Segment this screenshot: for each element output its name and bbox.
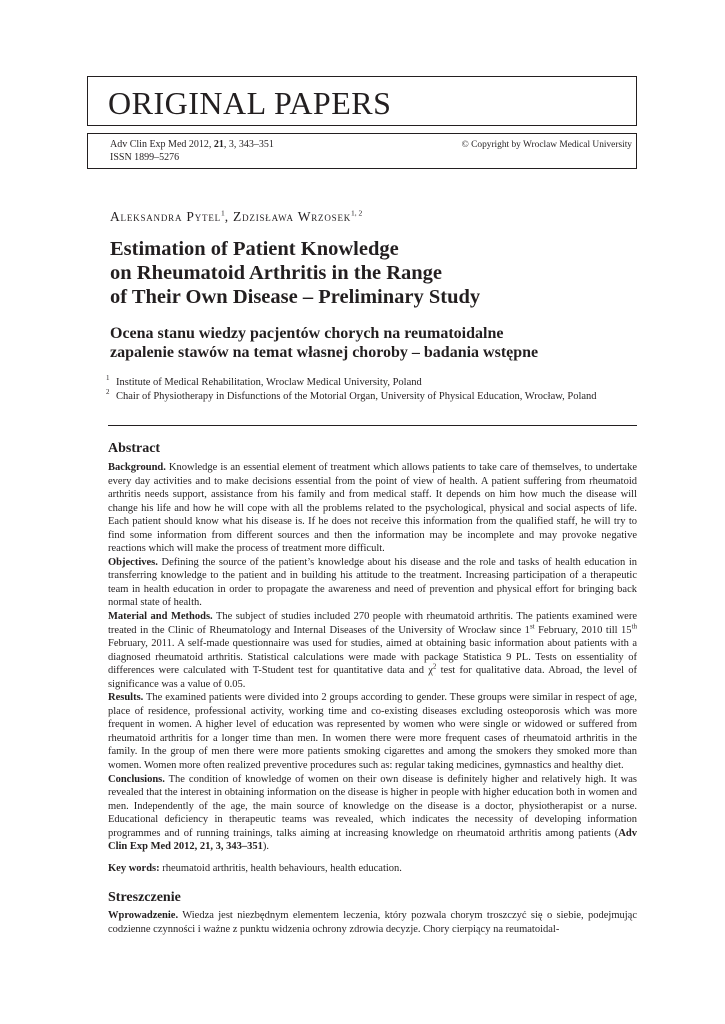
affiliation-number: 1 — [106, 374, 110, 382]
abstract-paragraph-objectives — [108, 556, 637, 610]
journal-volume: 21 — [213, 139, 224, 150]
issn: ISSN 1899–5276 — [110, 152, 180, 163]
title-line: Ocena stanu wiedzy pacjentów chorych na reumatoidalne — [110, 325, 504, 342]
superscript: st — [529, 622, 535, 631]
section-title: ORIGINAL PAPERS — [108, 85, 392, 121]
paragraph-text: test for qualitative data. Abroad, the level of significance was a value of 0.05. — [108, 665, 638, 690]
title-line: on Rheumatoid Arthritis in the Range — [110, 262, 443, 284]
author-separator: , — [224, 209, 234, 224]
keywords — [108, 862, 637, 876]
paragraph-text: The condition of knowledge of women on their own disease is definitely higher and relatively high. It was revealed that the interest in obtaining information on the disease is higher in people with higher education both in women and men. Independently of the age, the main source of knowledge on the disease is a doctor, physiotherapist or a nurse. Educational deficiency in therapeutic teams was revealed, which indicates the necessity of developing information programmes and of running trainings, talks aiming at increasing knowledge on rheumatoid arthritis among patients ( — [108, 773, 637, 839]
author-name: Aleksandra Pytel — [110, 209, 221, 224]
journal-suffix: , 3, 343–351 — [223, 139, 274, 150]
paragraph-text: February, 2011. A self-made questionnaire was used for studies, aimed at obtaining basic information about patients with a diagnosed rheumatoid arthritis. Statistical calculations were made with package Statistica 9 PL. Tests on essentiality of differences were calculated with T-Student test for quantitative data and χ — [108, 638, 637, 677]
paragraph-text: The subject of studies included 270 people with rheumatoid arthritis. The patients examined were treated in the Clinic of Rheumatology and Internal Diseases of the University of Wrocław since 1 — [108, 611, 637, 636]
journal-prefix: Adv Clin Exp Med 2012, — [110, 139, 214, 150]
section-header-box — [87, 76, 637, 126]
paragraph-label: Results. — [108, 692, 144, 704]
streszczenie-heading: Streszczenie — [108, 890, 181, 905]
abstract-paragraph-methods — [108, 610, 637, 691]
keywords-label: Key words: — [108, 863, 160, 874]
abstract-paragraph-conclusions — [108, 773, 637, 854]
paragraph-label: Wprowadzenie. — [108, 910, 179, 921]
article-title-polish — [110, 324, 630, 362]
paragraph-text: Wiedza jest niezbędnym elementem leczenia, który pozwala chorym troszczyć się o siebie, podejmując codzienne czynności i ważne z punktu widzenia ochrony zdrowia decyzje. Chory cierpiący na reumatoidal- — [108, 910, 637, 935]
affiliation-item — [106, 387, 626, 404]
author-affiliation-mark: 1 — [220, 208, 225, 218]
affiliation-item — [106, 376, 626, 390]
paragraph-label: Background. — [108, 462, 166, 473]
author-name: Zdzisława Wrzosek — [233, 209, 352, 224]
paragraph-label: Conclusions. — [108, 773, 165, 785]
abstract-body — [108, 461, 637, 854]
author-affiliation-mark: 1, 2 — [351, 208, 363, 218]
superscript: 2 — [432, 662, 437, 671]
streszczenie-body — [108, 909, 637, 936]
keywords-text: rheumatoid arthritis, health behaviours, health education. — [159, 863, 402, 874]
citation: Adv Clin Exp Med 2012, 21, 3, 343–351 — [108, 827, 637, 853]
affiliation-number: 2 — [106, 387, 110, 396]
abstract-heading: Abstract — [108, 441, 161, 456]
divider — [108, 425, 637, 426]
title-line: zapalenie stawów na temat własnej choroby – badania wstępne — [110, 344, 539, 361]
paragraph-text: February, 2010 till 15 — [534, 624, 632, 636]
paragraph-text: Knowledge is an essential element of treatment which allows patients to take care of themselves, to undertake every day activities and to make decisions essential from the point of view of health. A patient suffering from rheumatoid arthritis needs support, assistance from his family and from medical staff. It depends on him how much the disease will change his life and how he will cope with all the problems related to the psychological, physical and social aspects of life. Each patient should know what his disease is. If he does not receive this information from the qualified staff, he will try to find some information from different sources and then the information may be incomplete and may provoke negative reactions which will make the process of treatment more difficult. — [108, 462, 637, 555]
title-line: of Their Own Disease – Preliminary Study — [110, 286, 481, 308]
title-line: Estimation of Patient Knowledge — [110, 238, 399, 260]
paragraph-text: The examined patients were divided into 2 groups according to gender. These groups were similar in respect of age, place of residence, professional activity, working time and co-existing diseases excluding osteoporosis which was more frequent in women. A higher level of education was represented by women who were single or widowed or suffered from rheumatoid arthritis for a longer time than men. In women there were more frequent cases of rheumatoid arthritis in the family. In the group of men there were more patients smoking cigarettes and among the smokers they smoked more than women. Women more often realized preventive procedures such as: regular taking medicines, gymnastics and healthy diet. — [108, 692, 637, 772]
paragraph-text: Defining the source of the patient’s knowledge about his disease and the role and tasks of health education in transferring knowledge to the patient and in building his attitude to the treatment. Increasing participation of a therapeutic team in health education in order to propagate the awareness and need of prevention and physical effort for bringing back normal state of health. — [108, 556, 637, 609]
paragraph-label: Material and Methods. — [108, 611, 213, 623]
paragraph-text: ). — [262, 841, 270, 853]
author-list — [110, 208, 362, 226]
affiliations — [106, 376, 626, 403]
superscript: th — [631, 622, 638, 631]
journal-meta-box — [87, 133, 637, 169]
abstract-paragraph-background — [108, 461, 637, 556]
journal-citation — [110, 139, 274, 151]
copyright-notice: © Copyright by Wroclaw Medical University — [461, 140, 632, 150]
affiliation-text: Institute of Medical Rehabilitation, Wroclaw Medical University, Poland — [116, 377, 422, 388]
affiliation-text: Chair of Physiotherapy in Disfunctions of the Motorial Organ, University of Physical Education, Wrocław, Poland — [116, 390, 597, 402]
streszczenie-paragraph-intro — [108, 909, 637, 936]
paragraph-label: Objectives. — [108, 556, 158, 568]
article-title — [110, 237, 630, 309]
abstract-paragraph-results — [108, 691, 637, 772]
